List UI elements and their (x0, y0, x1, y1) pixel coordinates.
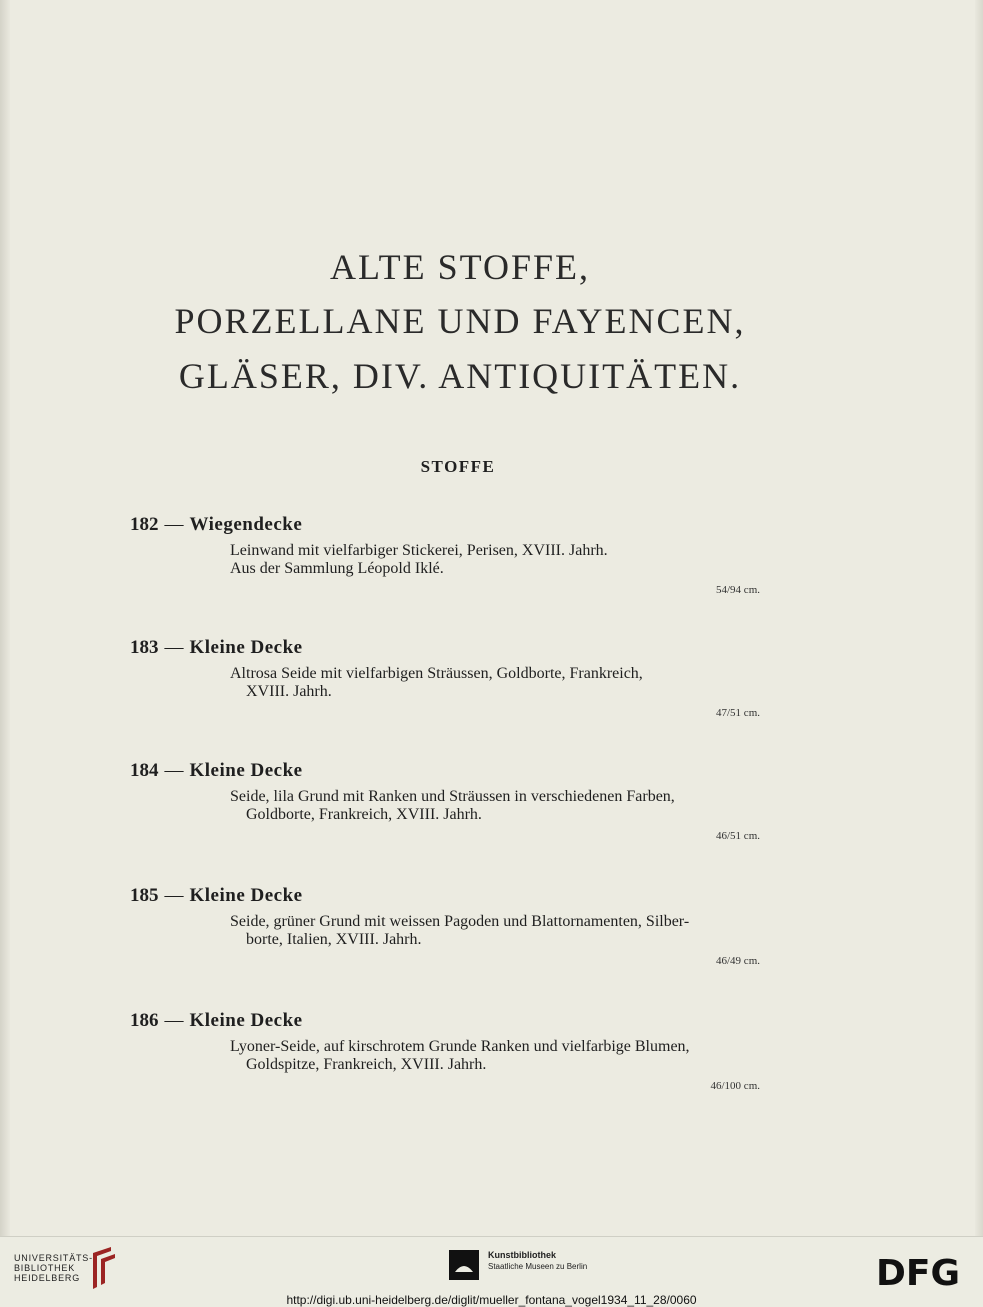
title-line-2: PORZELLANE UND FAYENCEN, (174, 301, 746, 341)
entry-description-line-2: XVIII. Jahrh. (246, 683, 332, 700)
museen-name: Staatliche Museen zu Berlin (488, 1262, 588, 1271)
entry-number: 186 (130, 1010, 159, 1031)
kunstbibliothek-logo-icon[interactable] (449, 1250, 479, 1280)
entry-description (230, 542, 788, 578)
entry-dash: — (164, 637, 184, 658)
entry-dash: — (164, 514, 184, 535)
entry-description-line-1: Seide, lila Grund mit Ranken und Sträussen in verschiedenen Farben, (230, 788, 675, 805)
source-url-link[interactable]: http://digi.ub.uni-heidelberg.de/diglit/mueller_fontana_vogel1934_11_28/0060 (286, 1293, 697, 1307)
entry-dimensions: 54/94 cm. (716, 584, 760, 596)
page-edge-left (0, 0, 10, 1236)
entry-heading (130, 885, 303, 907)
entry-dimensions: 46/49 cm. (716, 955, 760, 967)
entry-dimensions: 47/51 cm. (716, 707, 760, 719)
entry-description-line-2: Goldborte, Frankreich, XVIII. Jahrh. (246, 806, 482, 823)
entry-heading (130, 760, 303, 782)
entry-number: 183 (130, 637, 159, 658)
entry-description (230, 788, 788, 824)
entry-number: 185 (130, 885, 159, 906)
entry-name: Kleine Decke (189, 637, 303, 658)
dfg-logo-icon[interactable] (876, 1255, 970, 1289)
entry-name: Kleine Decke (189, 1010, 303, 1031)
entry-description-line-1: Lyoner-Seide, auf kirschrotem Grunde Ranken und vielfarbige Blumen, (230, 1038, 690, 1055)
section-heading: STOFFE (420, 457, 496, 476)
entry-number: 184 (130, 760, 159, 781)
kunstbibliothek-label (488, 1250, 587, 1273)
entry-heading (130, 1010, 303, 1032)
kunstbibliothek-name: Kunstbibliothek (488, 1250, 556, 1260)
entry-description-line-2: borte, Italien, XVIII. Jahrh. (246, 931, 422, 948)
entry-description-line-1: Leinwand mit vielfarbiger Stickerei, Perisen, XVIII. Jahrh. (230, 542, 608, 559)
entry-description-line-2: Goldspitze, Frankreich, XVIII. Jahrh. (246, 1056, 487, 1073)
entry-name: Wiegendecke (189, 514, 303, 535)
university-label-line-2: BIBLIOTHEK (14, 1263, 76, 1273)
entry-description-line-1: Altrosa Seide mit vielfarbigen Sträussen, Goldborte, Frankreich, (230, 665, 643, 682)
entry-heading (130, 637, 303, 659)
entry-description (230, 913, 788, 949)
entry-dimensions: 46/100 cm. (710, 1080, 760, 1092)
entry-dash: — (164, 885, 184, 906)
title-line-3: GLÄSER, DIV. ANTIQUITÄTEN. (178, 356, 742, 396)
university-label-line-3: HEIDELBERG (14, 1273, 81, 1283)
entry-description (230, 1038, 788, 1074)
footer-bar (0, 1236, 983, 1307)
entry-description-line-2: Aus der Sammlung Léopold Iklé. (230, 560, 444, 577)
entry-description (230, 665, 788, 701)
entry-heading (130, 514, 302, 536)
entry-name: Kleine Decke (189, 760, 303, 781)
page-edge-right (975, 0, 983, 1236)
university-label-line-1: UNIVERSITÄTS- (14, 1253, 93, 1263)
university-library-label (14, 1253, 93, 1283)
entry-dash: — (164, 760, 184, 781)
entry-number: 182 (130, 514, 159, 535)
entry-name: Kleine Decke (189, 885, 303, 906)
entry-dash: — (164, 1010, 184, 1031)
title-line-1: ALTE STOFFE, (329, 247, 591, 287)
university-logo-icon[interactable] (89, 1247, 119, 1289)
dfg-logo-text: DFG (876, 1255, 961, 1289)
entry-dimensions: 46/51 cm. (716, 830, 760, 842)
entry-description-line-1: Seide, grüner Grund mit weissen Pagoden und Blattornamenten, Silber- (230, 913, 690, 930)
